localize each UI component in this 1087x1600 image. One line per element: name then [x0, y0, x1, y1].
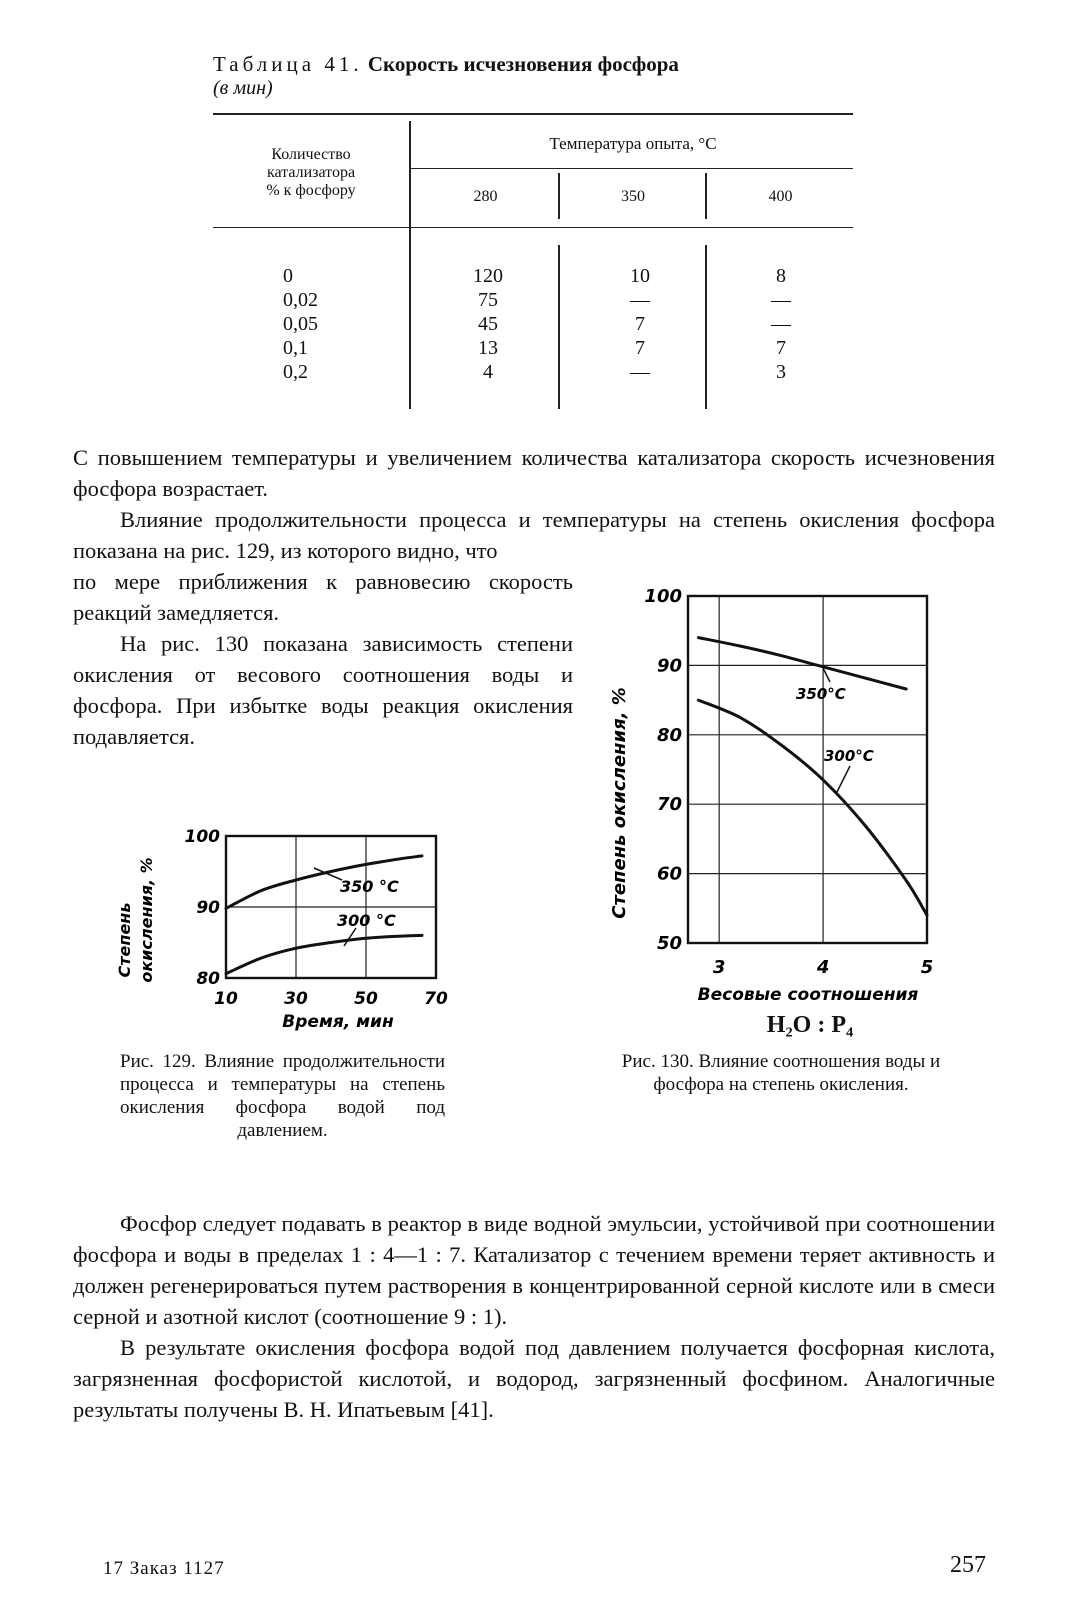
temperature-group-header: Температура опыта, °C — [549, 134, 717, 153]
temp-header-280: 280 — [473, 188, 498, 205]
table-cell: 0,2 — [283, 361, 308, 383]
y-tick-label: 100 — [644, 586, 682, 607]
paragraph: С повышением температуры и увеличением количества катализатора скорость исчезновения фосфора возрастает. — [73, 445, 995, 501]
figure-129-label-300: 300 °C — [337, 911, 396, 930]
temp-header-350: 350 — [621, 188, 645, 205]
catalyst-column — [283, 264, 383, 384]
x-tick-label: 3 — [712, 957, 726, 978]
table-cell: 8 — [776, 265, 786, 287]
table-cell: — — [771, 289, 791, 311]
table-number: Таблица 41. — [213, 52, 363, 76]
row-label-header-line: катализатора — [266, 164, 356, 181]
table-cell: 10 — [630, 265, 650, 287]
y-tick-label: 70 — [656, 794, 682, 816]
paragraph-left-column — [73, 566, 573, 752]
table-unit: (в мин) — [213, 77, 273, 99]
table-cell: 0 — [283, 265, 293, 287]
y-tick-label: 90 — [656, 655, 682, 677]
table-cell: — — [771, 313, 791, 335]
paragraph: На рис. 130 показана зависимость степени окисления от весового соотношения воды и фосфора. При избытке воды реакция окисления подавляется. — [73, 631, 573, 749]
plot-frame — [688, 596, 927, 943]
figure-130-formula: H₂O : P₄ — [766, 1012, 854, 1038]
figure-130-caption: Рис. 130. Влияние соотношения воды и фосфора на степень окисления. — [621, 1051, 941, 1095]
page-number: 257 — [950, 1552, 986, 1578]
leader-line — [836, 766, 850, 794]
leader-line — [344, 928, 356, 946]
x-tick-label: 10 — [214, 989, 238, 1009]
row-label-header-line: % к фосфору — [266, 182, 356, 199]
table-cell: 45 — [478, 313, 498, 335]
table-cell: 7 — [635, 337, 645, 359]
figure-130-label-350: 350°C — [796, 685, 846, 703]
y-tick-label: 60 — [656, 863, 682, 885]
t350-column — [585, 264, 695, 384]
table-cell: 120 — [473, 265, 503, 287]
paragraph: В результате окисления фосфора водой под давлением получается фосфорная кислота, загрязненная фосфористой кислотой, и водород, загрязненный фосфином. Аналогичные результаты получены В. Н. Ипатьевым [41]. — [73, 1335, 995, 1422]
table-cell: 0,02 — [283, 289, 318, 311]
series-line — [698, 638, 906, 689]
table-caption — [213, 52, 853, 76]
x-tick-label: 70 — [424, 989, 448, 1009]
y-tick-label: 80 — [196, 969, 220, 989]
data-table — [213, 113, 853, 409]
table-cell: 7 — [635, 313, 645, 335]
table-cell: — — [630, 361, 650, 383]
y-tick-label: 90 — [196, 898, 220, 918]
paragraph-top — [73, 442, 995, 566]
figure-129-xlabel: Время, мин — [282, 1012, 394, 1032]
table-divider — [409, 121, 411, 409]
x-tick-label: 50 — [354, 989, 378, 1009]
figure-130-xlabel: Весовые соотношения — [697, 985, 919, 1005]
table-cell: 13 — [478, 337, 498, 359]
figure-129-caption: Рис. 129. Влияние продолжительности процесса и температуры на степень окисления фосфора водой под давлением. — [120, 1051, 445, 1141]
table-title: Скорость исчезновения фосфора — [367, 52, 679, 76]
row-label-header-line: Количество — [271, 146, 351, 163]
table-divider — [705, 245, 707, 409]
figure-130-chart — [600, 578, 950, 1008]
table-divider — [558, 245, 560, 409]
row-label-header — [223, 146, 399, 200]
x-tick-label: 5 — [920, 957, 934, 978]
table-divider — [705, 173, 707, 219]
temp-header-400: 400 — [768, 188, 793, 205]
table-cell: — — [630, 289, 650, 311]
figure-130-plot — [644, 586, 933, 978]
table-cell: 4 — [483, 361, 493, 383]
figure-129-plot — [185, 827, 448, 1009]
figure-129-ylabel: Степень — [115, 902, 134, 978]
figure-129-ylabel: окисления, % — [137, 857, 156, 983]
table-top-rule — [213, 113, 853, 115]
footer-signature: 17 Заказ 1127 — [103, 1558, 225, 1579]
paragraph: по мере приближения к равновесию скорость реакций замедляется. — [73, 569, 573, 625]
series-line — [226, 935, 422, 973]
figure-129-chart — [115, 820, 458, 1040]
table-cell: 75 — [478, 289, 498, 311]
table-header-rule — [213, 227, 853, 228]
figure-130-ylabel: Степень окисления, % — [609, 687, 630, 919]
table-cell: 0,1 — [283, 337, 308, 359]
table-cell: 3 — [776, 361, 786, 383]
figure-130-label-300: 300°C — [824, 747, 874, 765]
y-tick-label: 80 — [656, 724, 682, 746]
paragraph-bottom — [73, 1208, 995, 1425]
x-tick-label: 4 — [816, 957, 830, 978]
table-cell: 0,05 — [283, 313, 318, 335]
x-tick-label: 30 — [284, 989, 308, 1009]
t280-column — [433, 264, 543, 384]
y-tick-label: 100 — [184, 827, 220, 847]
table-subheader-rule — [411, 168, 853, 169]
table-divider — [558, 173, 560, 219]
paragraph: Влияние продолжительности процесса и температуры на степень окисления фосфора показана на рис. 129, из которого видно, что — [73, 507, 995, 563]
series-line — [698, 700, 927, 915]
y-tick-label: 50 — [656, 933, 682, 954]
paragraph: Фосфор следует подавать в реактор в виде водной эмульсии, устойчивой при соотношении фосфора и воды в пределах 1 : 4—1 : 7. Катализатор с течением времени теряет активность и должен регенерироваться путем растворения в концентрированной серной кислоте или в смеси серной и азотной кислот (соотношение 9 : 1). — [73, 1211, 995, 1329]
t400-column — [726, 264, 836, 384]
figure-129-label-350: 350 °C — [340, 877, 399, 896]
table-cell: 7 — [776, 337, 786, 359]
